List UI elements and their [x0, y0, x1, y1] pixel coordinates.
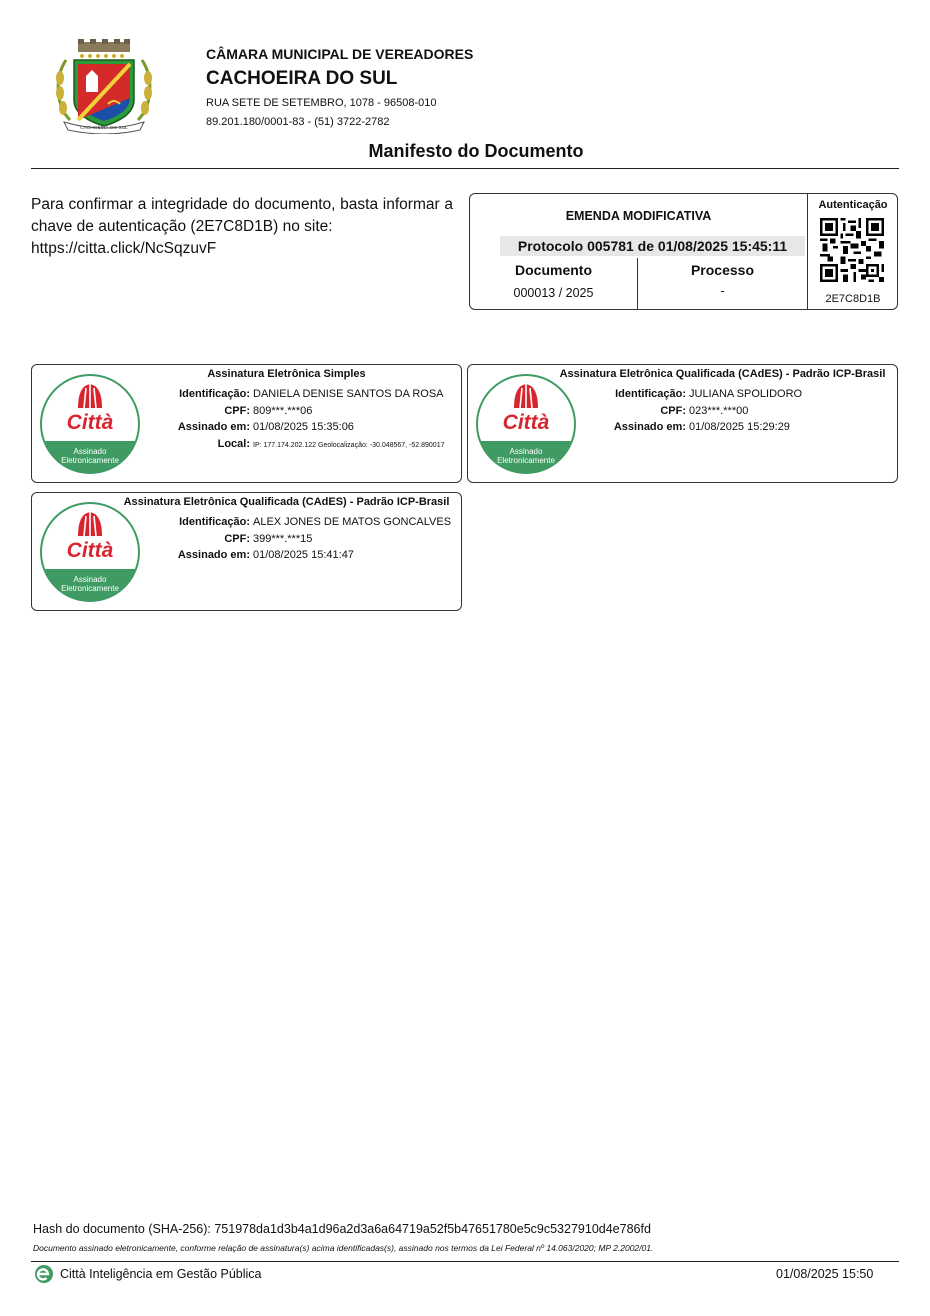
address: RUA SETE DE SETEMBRO, 1078 - 96508-010 — [206, 97, 437, 109]
seal-line1: Assinado — [509, 447, 543, 456]
seal-brand: Città — [502, 411, 550, 434]
signature-fields — [568, 388, 802, 438]
signature-card — [467, 364, 898, 483]
cpf-label: CPF: — [224, 404, 250, 417]
signed-at: 01/08/2025 15:29:29 — [689, 421, 790, 433]
auth-label: Autenticação — [818, 199, 888, 211]
citta-seal-icon — [476, 374, 576, 474]
signer-name: JULIANA SPOLIDORO — [689, 388, 803, 400]
signature-title: Assinatura Eletrônica Qualificada (CAdES) - Padrão ICP-Brasil — [123, 496, 450, 508]
cpf-label: CPF: — [660, 404, 686, 417]
processo-value: - — [720, 284, 725, 298]
document-info-box — [469, 193, 898, 310]
org-name: CÂMARA MUNICIPAL DE VEREADORES — [206, 46, 474, 62]
intro-instructions: Para confirmar a integridade do documento, basta informar a chave de autenticação (2E7C8D1B) no site: — [31, 196, 453, 235]
documento-value: 000013 / 2025 — [513, 286, 594, 300]
intro-text — [31, 194, 453, 260]
citta-seal-icon — [40, 502, 140, 602]
legal-notice: Documento assinado eletronicamente, conforme relação de assinatura(s) acima identificadas(s), assinado nos termos da Lei Federal nº 14.063/2020; MP 2.2002/01. — [33, 1243, 654, 1253]
processo-label: Processo — [690, 262, 755, 278]
signed-at: 01/08/2025 15:35:06 — [253, 421, 354, 433]
signature-fields — [132, 516, 451, 566]
footer-brand: Città Inteligência em Gestão Pública — [60, 1267, 262, 1281]
footer-divider — [31, 1261, 899, 1262]
seal-line1: Assinado — [73, 575, 107, 584]
cpf-label: CPF: — [224, 532, 250, 545]
documento-label: Documento — [515, 262, 592, 278]
seal-line2: Eletronicamente — [61, 584, 119, 593]
assinado-em-label: Assinado em: — [177, 421, 250, 433]
identificacao-label: Identificação: — [615, 388, 686, 400]
document-hash: Hash do documento (SHA-256): 751978da1d3b4a1d96a2d3a6a64719a52f5b47651780e5c9c5327910d4e786fd — [33, 1222, 651, 1236]
signature-title: Assinatura Eletrônica Simples — [207, 368, 366, 380]
assinado-em-label: Assinado em: — [613, 421, 686, 433]
auth-code: 2E7C8D1B — [825, 293, 881, 305]
protocol-line: Protocolo 005781 de 01/08/2025 15:45:11 — [500, 236, 805, 256]
citta-logo-icon — [34, 1264, 54, 1284]
auth-divider — [807, 194, 808, 309]
seal-brand: Città — [66, 411, 114, 434]
seal-line2: Eletronicamente — [61, 456, 119, 465]
signer-cpf: 809***.***06 — [253, 404, 313, 417]
title-divider — [31, 168, 899, 169]
assinado-em-label: Assinado em: — [177, 549, 250, 561]
crest-banner-text: CACHOEIRA DO SUL — [80, 126, 128, 131]
signature-title: Assinatura Eletrônica Qualificada (CAdES) - Padrão ICP-Brasil — [559, 368, 886, 380]
signer-cpf: 023***.***00 — [689, 404, 749, 417]
signature-card — [31, 492, 462, 611]
local-label: Local: — [217, 437, 250, 450]
footer-datetime: 01/08/2025 15:50 — [776, 1267, 874, 1281]
identificacao-label: Identificação: — [179, 516, 250, 528]
signer-cpf: 399***.***15 — [253, 532, 313, 545]
cnpj-phone: 89.201.180/0001-83 - (51) 3722-2782 — [206, 116, 390, 128]
page-title: Manifesto do Documento — [368, 141, 584, 161]
seal-brand: Città — [66, 539, 114, 562]
signed-at: 01/08/2025 15:41:47 — [253, 549, 354, 561]
seal-line1: Assinado — [73, 447, 107, 456]
document-type: EMENDA MODIFICATIVA — [565, 209, 712, 223]
identificacao-label: Identificação: — [179, 388, 250, 400]
seal-line2: Eletronicamente — [497, 456, 555, 465]
municipal-crest-icon — [48, 38, 160, 134]
signature-fields — [132, 388, 444, 454]
qr-code-icon[interactable] — [820, 218, 884, 282]
signer-name: ALEX JONES DE MATOS GONCALVES — [253, 516, 452, 528]
signer-name: DANIELA DENISE SANTOS DA ROSA — [253, 388, 444, 400]
city-name: CACHOEIRA DO SUL — [206, 68, 398, 89]
signature-card — [31, 364, 462, 483]
citta-seal-icon — [40, 374, 140, 474]
verification-link[interactable]: https://citta.click/NcSqzuvF — [31, 240, 217, 257]
signer-location: IP: 177.174.202.122 Geolocalização: -30.048567, -52.890017 — [253, 441, 445, 449]
